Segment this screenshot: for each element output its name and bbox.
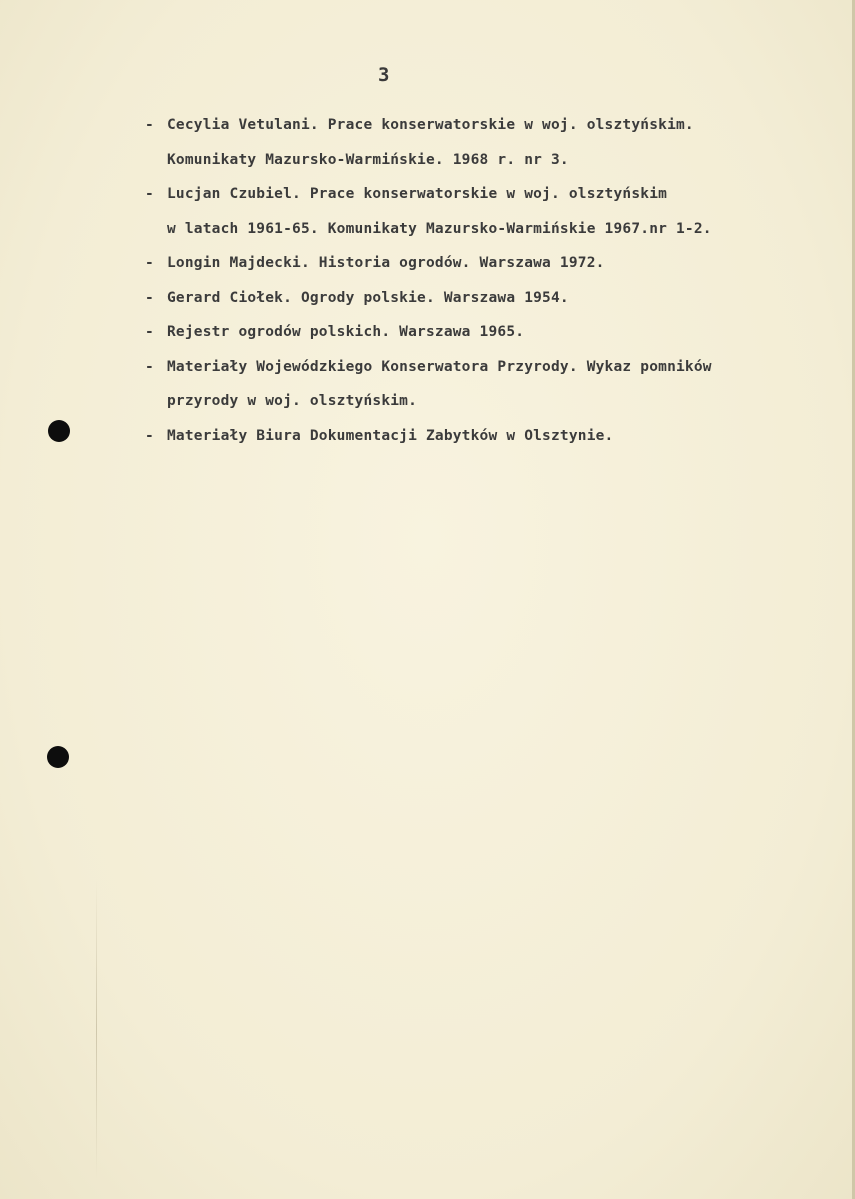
- entry-line: - Lucjan Czubiel. Prace konserwatorskie w woj. olsztyńskim: [145, 177, 835, 212]
- bibliography-entry: [145, 281, 835, 316]
- entry-bullet: -: [145, 427, 154, 444]
- bibliography-entry: [145, 419, 835, 454]
- entry-line: przyrody w woj. olsztyńskim.: [167, 393, 418, 409]
- entry-line: - Cecylia Vetulani. Prace konserwatorskie w woj. olsztyńskim.: [145, 108, 835, 143]
- entry-line: - Materiały Biura Dokumentacji Zabytków w Olsztynie.: [145, 419, 835, 454]
- entry-bullet: -: [145, 186, 154, 202]
- entry-line: - Materiały Wojewódzkiego Konserwatora Przyrody. Wykaz pomników: [145, 350, 835, 385]
- entry-bullet: -: [145, 324, 154, 340]
- entry-bullet: -: [145, 289, 154, 306]
- entry-bullet: -: [145, 255, 154, 271]
- bibliography-list: [145, 108, 835, 453]
- bibliography-entry: [145, 315, 835, 350]
- entry-line: - Rejestr ogrodów polskich. Warszawa 1965.: [145, 315, 835, 350]
- punch-hole-top: [48, 420, 70, 442]
- entry-line: - Longin Majdecki. Historia ogrodów. Warszawa 1972.: [145, 246, 835, 281]
- entry-line: - Gerard Ciołek. Ogrody polskie. Warszawa 1954.: [145, 281, 835, 316]
- entry-bullet: -: [145, 117, 154, 133]
- bibliography-entry: [145, 246, 835, 281]
- entry-line: Komunikaty Mazursko-Warmińskie. 1968 r. nr 3.: [167, 151, 569, 168]
- punch-hole-bottom: [47, 746, 69, 768]
- bibliography-entry: [145, 177, 835, 246]
- page-number: 3: [378, 64, 390, 86]
- bibliography-entry: [145, 108, 835, 177]
- paper-crease: [96, 880, 97, 1180]
- entry-bullet: -: [145, 358, 154, 375]
- bibliography-entry: [145, 350, 835, 419]
- entry-line: w latach 1961-65. Komunikaty Mazursko-Warmińskie 1967.nr 1-2.: [167, 220, 712, 237]
